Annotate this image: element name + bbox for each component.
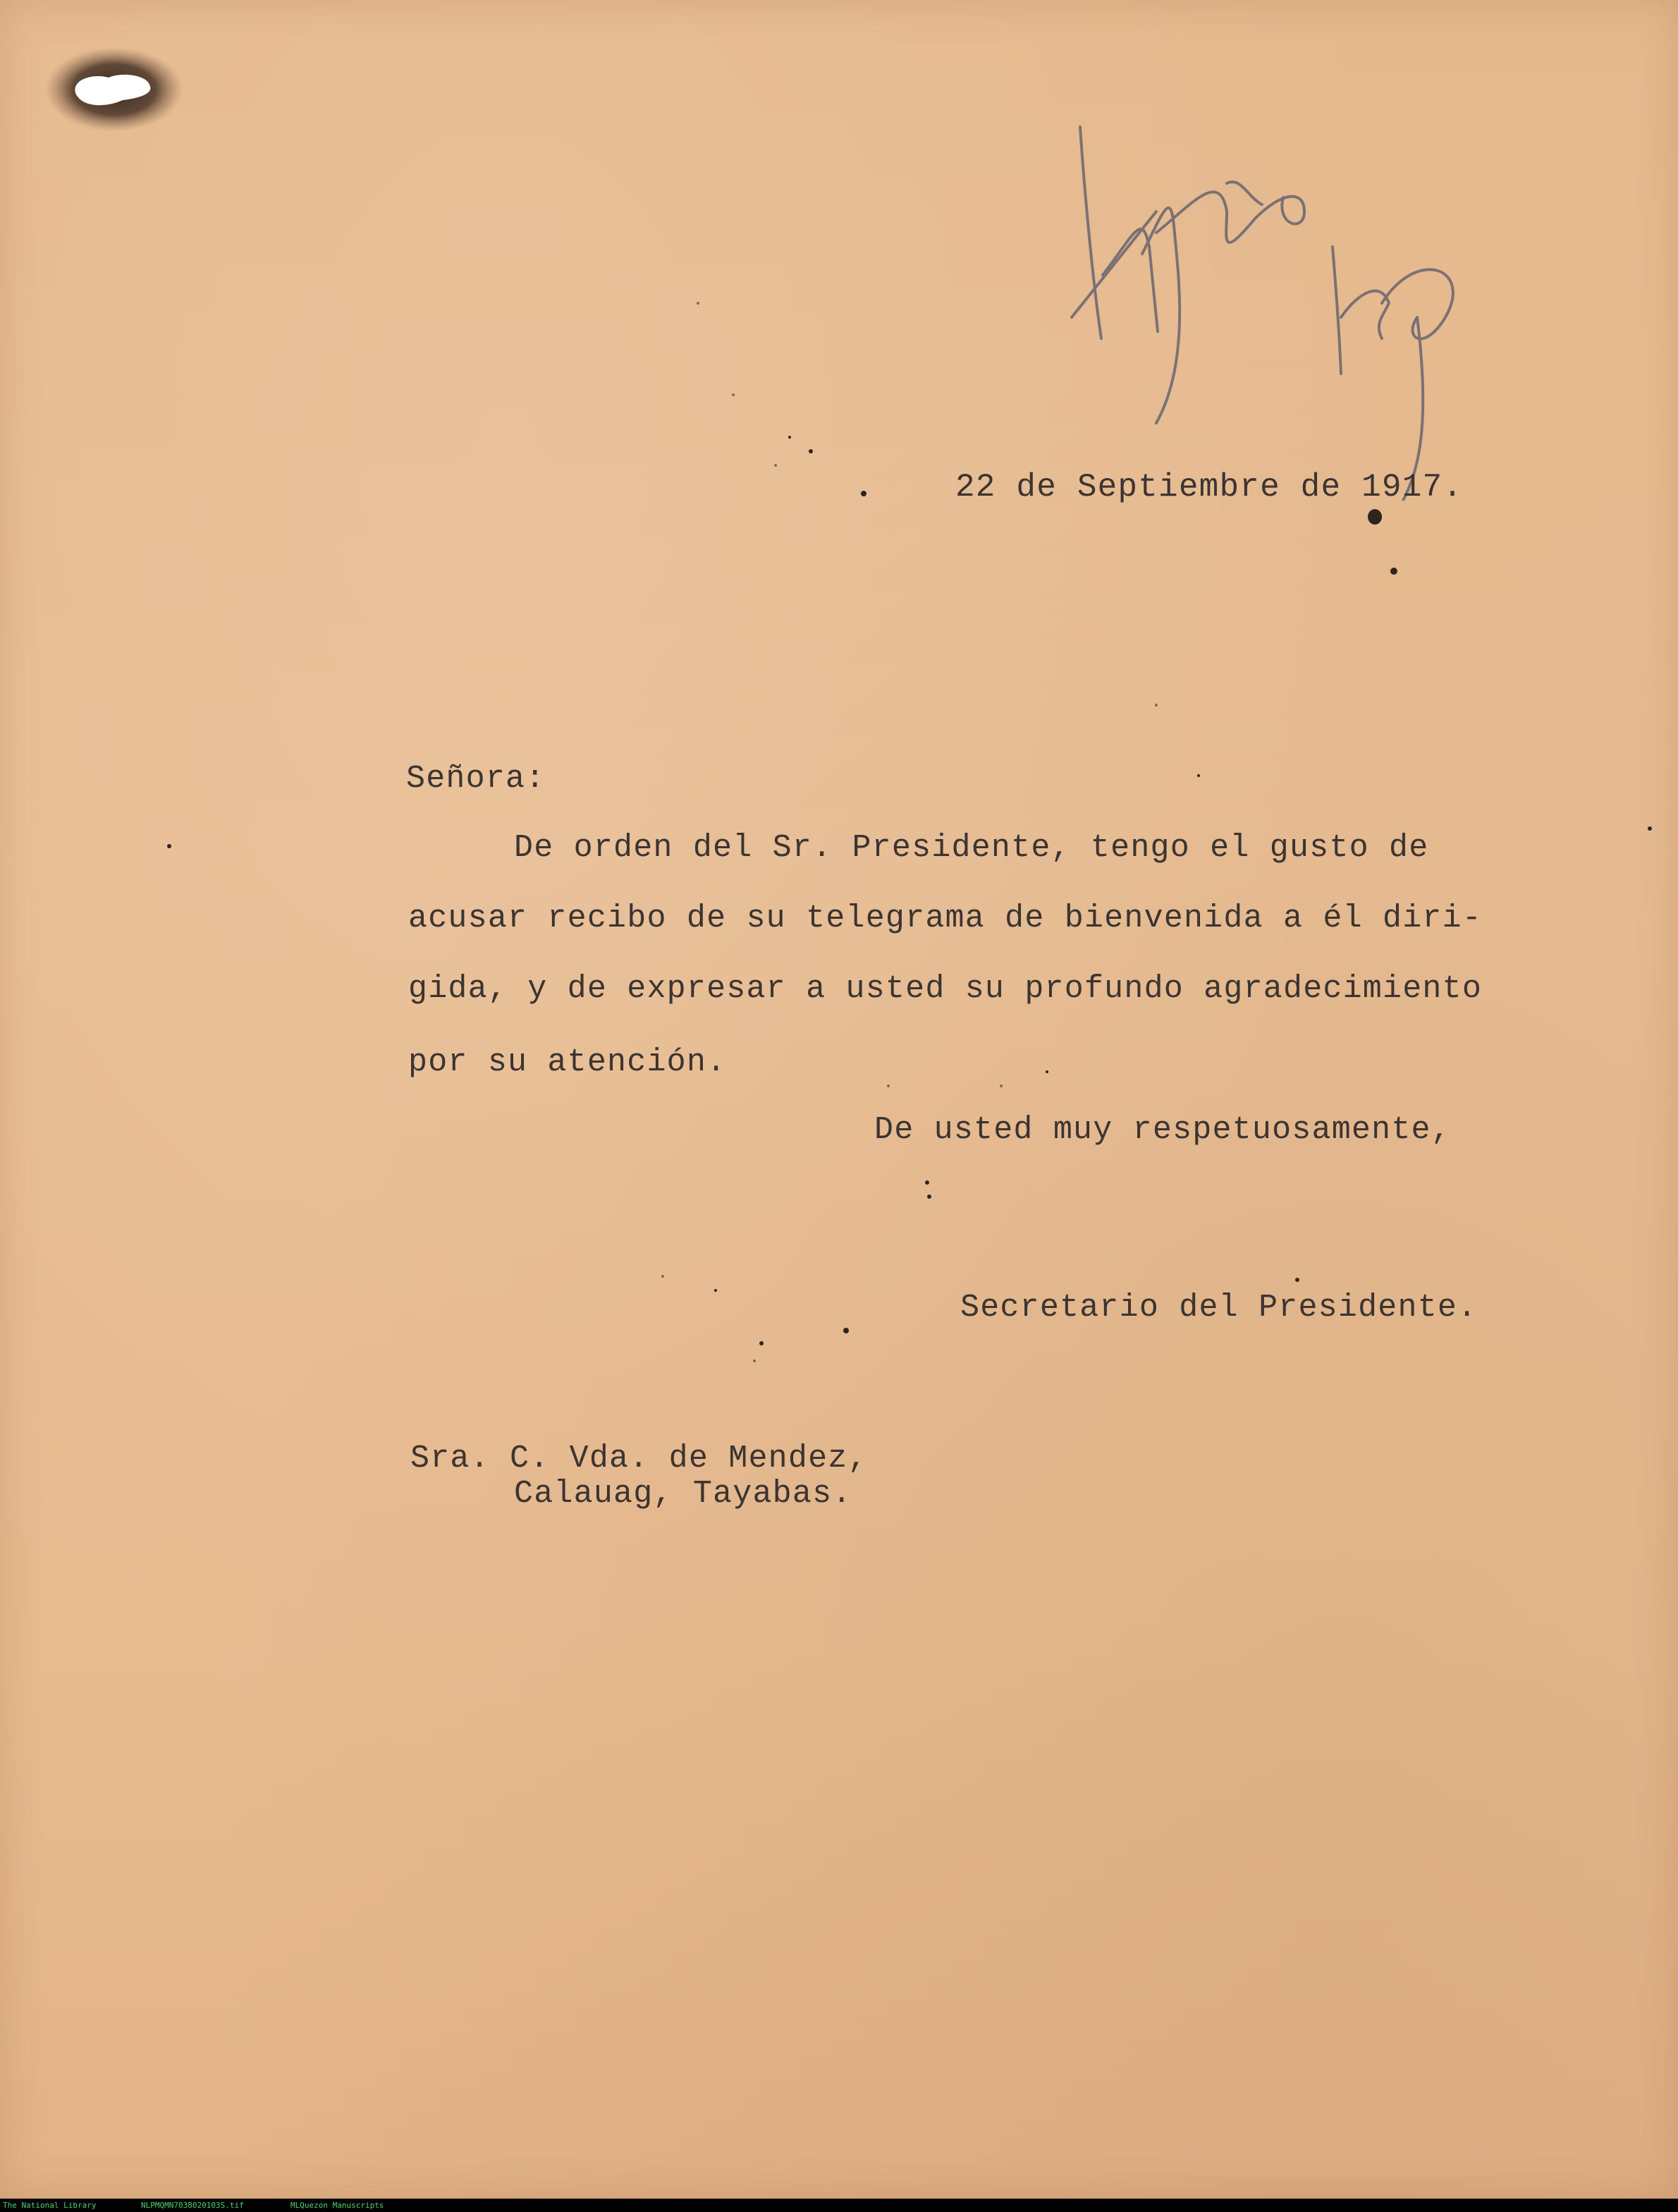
scan-footer	[0, 2199, 1678, 2212]
signature-line: Secretario del Presidente.	[960, 1290, 1478, 1326]
body-line-1: De orden del Sr. Presidente, tengo el gusto de	[514, 830, 1429, 866]
letter-date: 22 de Septiembre de 1917.	[955, 469, 1464, 506]
addressee-name: Sra. C. Vda. de Mendez,	[410, 1441, 868, 1477]
addressee-place: Calauag, Tayabas.	[514, 1476, 852, 1512]
body-line-4: por su atención.	[408, 1044, 727, 1080]
footer-collection: MLQuezon Manuscripts	[290, 2201, 384, 2210]
footer-library: The National Library	[3, 2201, 97, 2210]
salutation: Señora:	[406, 761, 546, 797]
pencil-file-notation	[1051, 106, 1488, 501]
ink-stain	[44, 44, 188, 135]
footer-file: NLPMQMN7038020103S.tif	[141, 2201, 244, 2210]
closing-line: De usted muy respetuosamente,	[874, 1112, 1451, 1148]
body-line-3: gida, y de expresar a usted su profundo agradecimiento	[408, 971, 1483, 1007]
body-line-2: acusar recibo de su telegrama de bienvenida a él diri-	[408, 900, 1483, 936]
